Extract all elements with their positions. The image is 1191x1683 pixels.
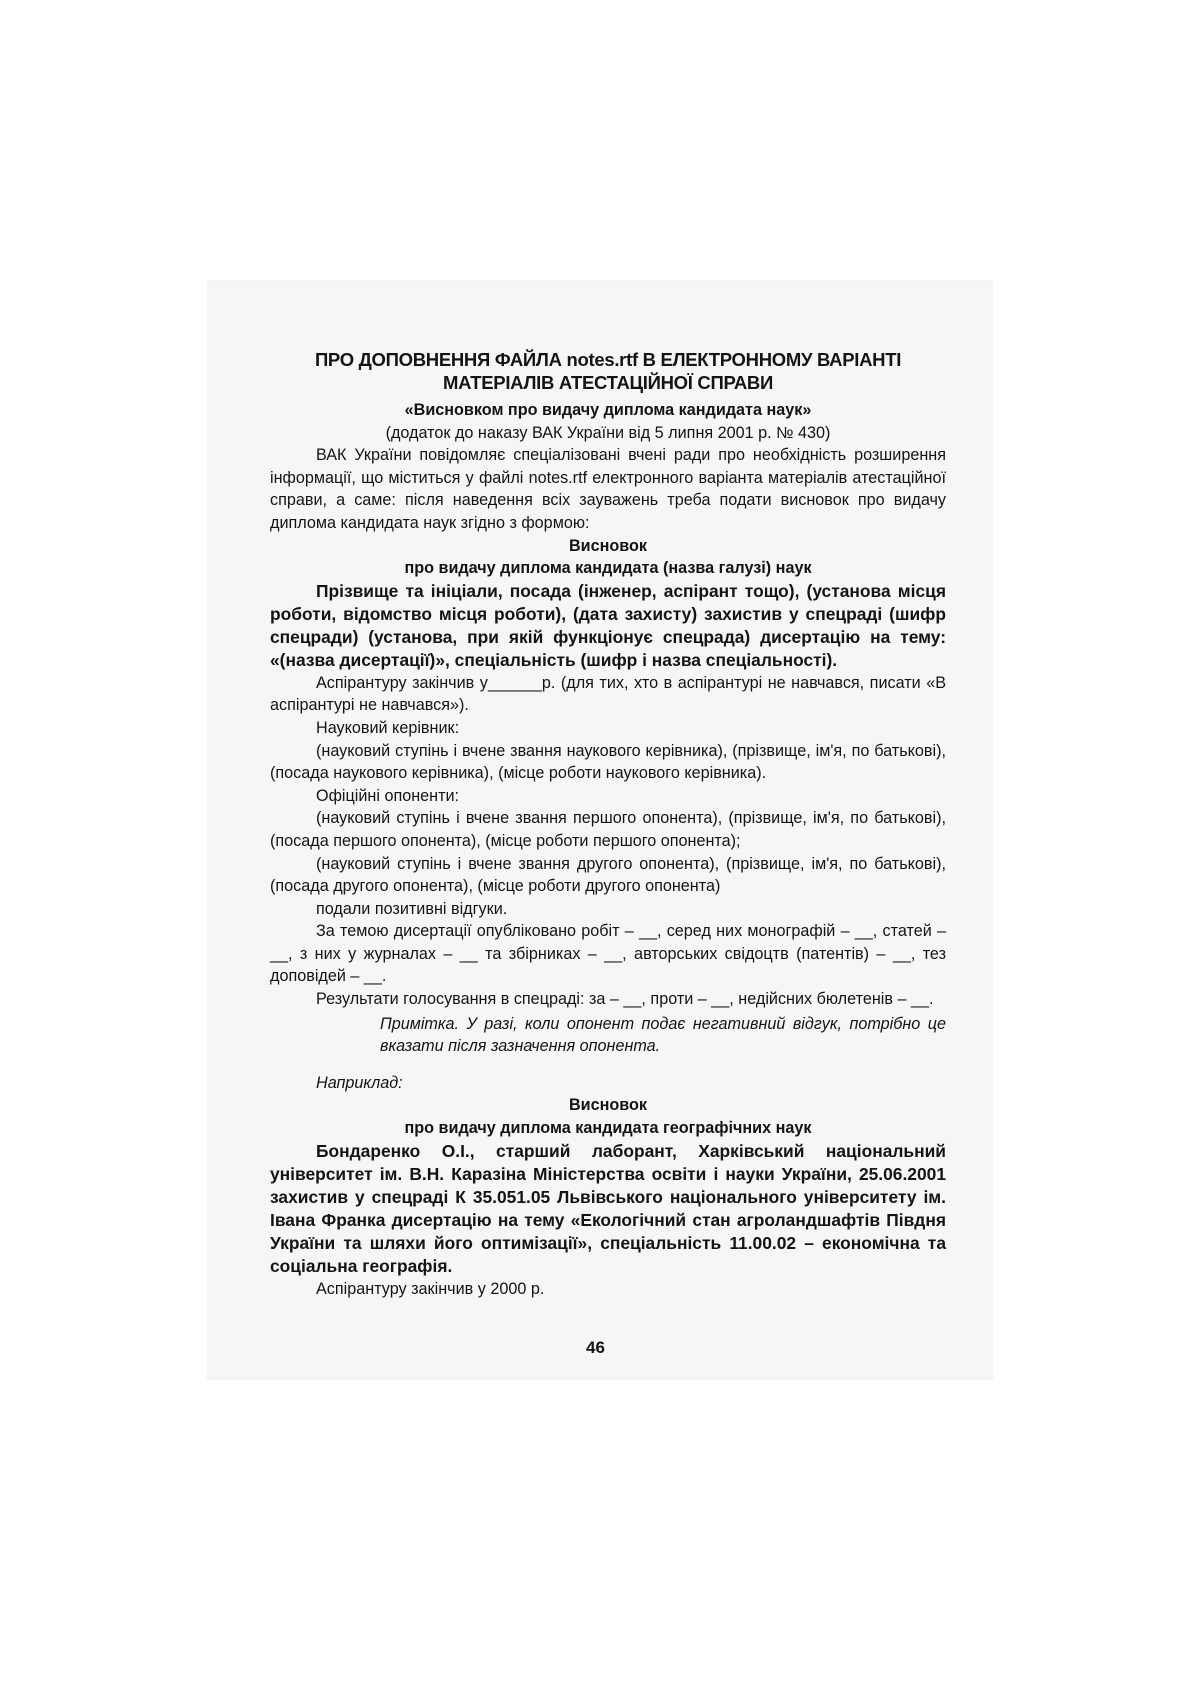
opponent-1: (науковий ступінь і вчене звання першого опонента), (прізвище, ім'я, по батькові), (посада першого опонента), (місце роботи першого опонента); <box>270 809 946 850</box>
example-label: Наприклад: <box>316 1073 403 1092</box>
example-aspirant: Аспірантуру закінчив у 2000 р. <box>316 1279 545 1298</box>
opponent-2: (науковий ступінь і вчене звання другого опонента), (прізвище, ім'я, по батькові), (посада другого опонента), (місце роботи другого опонента) <box>270 854 946 896</box>
example-subheading: про видачу диплома кандидата географічних наук <box>404 1119 812 1138</box>
form-subheading: про видачу диплома кандидата (назва галузі) наук <box>404 559 812 578</box>
page-number: 46 <box>586 1338 605 1357</box>
voting-line: Результати голосування в спецраді: за – __, проти – __, недійсних бюлетенів – __. <box>316 990 934 1009</box>
note-label: Примітка. <box>380 1014 460 1033</box>
example-body: Бондаренко О.І., старший лаборант, Харківський національний університет ім. В.Н. Каразіна Міністерства освіти і науки України, 25.06.2001 захистив у спецраді К 35.051.05 Львівського національного університету ім. Івана Франка дисертацію на тему «Екологічний стан агроландшафтів Півдня України та шляхи його оптимізації», спеціальність 11.00.02 – економічна та соціальна географія. <box>270 1140 946 1276</box>
note-text: У разі, коли опонент подає негативний відгук, потрібно це вказати після зазначення опонента. <box>380 1014 946 1056</box>
title-line-2: МАТЕРІАЛІВ АТЕСТАЦІЙНОЇ СПРАВИ <box>443 372 773 393</box>
aspirant-line: Аспірантуру закінчив у______р. (для тих, хто в аспірантурі не навчався, писати «В аспірантурі не навчався»). <box>270 673 946 715</box>
subtitle: «Висновком про видачу диплома кандидата наук» <box>404 401 812 419</box>
document-title <box>270 348 946 394</box>
subtitle-note: (додаток до наказу ВАК України від 5 липня 2001 р. № 430) <box>385 423 831 442</box>
opponents-label: Офіційні опоненти: <box>316 786 460 805</box>
title-line-1: ПРО ДОПОВНЕННЯ ФАЙЛА notes.rtf В ЕЛЕКТРОННОМУ ВАРІАНТІ <box>314 349 902 370</box>
publications-line: За темою дисертації опубліковано робіт – __, серед них монографій – __, статей – __, з них у журналах – __ та збірниках – __, авторських свідоцтв (патентів) – __, тез доповідей – __. <box>270 922 946 986</box>
document-body <box>270 348 946 1300</box>
reviews-line: подали позитивні відгуки. <box>316 899 508 918</box>
form-body: Прізвище та ініціали, посада (інженер, аспірант тощо), (установа місця роботи, відомство місця роботи), (дата захисту) захистив у спецраді (шифр спецради) (установа, при якій функціонує спецрада) дисертацію на тему: «(назва дисертації)», спеціальність (шифр і назва спеціальності). <box>270 580 946 670</box>
example-heading: Висновок <box>568 1096 648 1115</box>
supervisor-label: Науковий керівник: <box>316 718 460 737</box>
form-heading: Висновок <box>568 536 648 555</box>
note <box>270 1013 946 1058</box>
intro-paragraph: ВАК України повідомляє спеціалізовані вчені ради про необхідність розширення інформації, що міститься у файлі notes.rtf електронного варіанта матеріалів атестаційної справи, а саме: після наведення всіх зауважень треба подати висновок про видачу диплома кандидата наук згідно з формою: <box>270 446 946 532</box>
supervisor-text: (науковий ступінь і вчене звання наукового керівника), (прізвище, ім'я, по батькові), (посада наукового керівника), (місце роботи наукового керівника). <box>270 741 946 783</box>
